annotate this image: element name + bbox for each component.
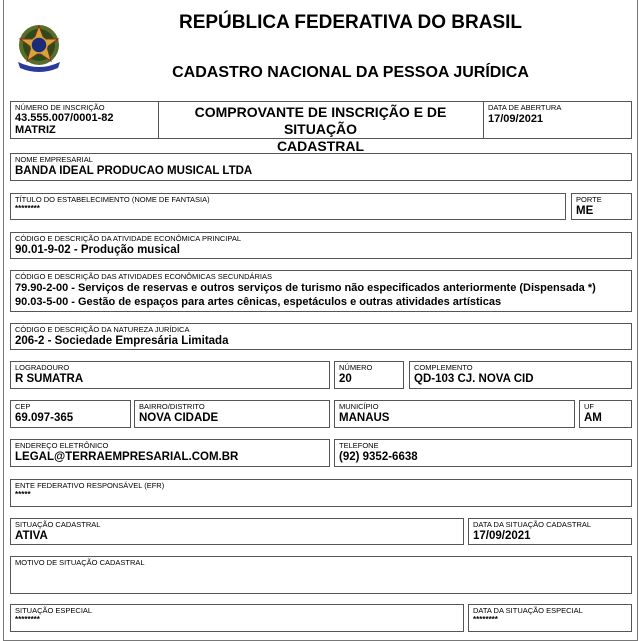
data-situacao-especial-box [468,604,632,632]
label: SITUAÇÃO CADASTRAL [15,520,101,529]
cnpj: 43.555.007/0001-82 [15,112,114,124]
value: QD-103 CJ. NOVA CID [414,373,534,385]
label: UF [584,402,594,411]
value: 17/09/2021 [488,113,544,125]
value: R SUMATRA [15,373,84,385]
label: PORTE [576,195,602,204]
value: 90.01-9-02 - Produção musical [15,244,180,256]
data-situacao-box [468,518,632,545]
bairro-box [134,400,330,428]
value: ME [576,205,594,217]
value: ******** [473,615,498,624]
label: MUNICÍPIO [339,402,379,411]
value: BANDA IDEAL PRODUCAO MUSICAL LTDA [15,165,253,177]
secondary-activity: 79.90-2-00 - Serviços de reservas e outros serviços de turismo não especificados anteriormente (Dispensada *) [15,282,596,294]
value: LEGAL@TERRAEMPRESARIAL.COM.BR [15,451,239,463]
natureza-juridica-box [10,323,632,350]
value: MANAUS [339,412,390,424]
label: COMPLEMENTO [414,363,473,372]
logradouro-box [10,361,330,389]
efr-box [10,479,632,507]
header-subtitle: CADASTRO NACIONAL DA PESSOA JURÍDICA [172,64,529,81]
label: DATA DA SITUAÇÃO ESPECIAL [473,606,583,615]
tipo: MATRIZ [15,124,56,136]
label: NOME EMPRESARIAL [15,155,93,164]
coat-of-arms-icon [14,22,64,74]
label: TELEFONE [339,441,379,450]
label: ENTE FEDERATIVO RESPONSÁVEL (EFR) [15,481,165,490]
value: 69.097-365 [15,412,74,424]
document-title-line2: CADASTRAL [276,138,365,154]
titulo-estabelecimento-box [10,193,566,220]
document-title [158,101,483,154]
motivo-box [10,556,632,594]
label: DATA DE ABERTURA [488,103,562,112]
atividade-principal-box [10,232,632,259]
value: ******** [15,204,40,213]
nome-empresarial-box [10,153,632,181]
value: NOVA CIDADE [139,412,219,424]
situacao-especial-box [10,604,464,632]
value: ATIVA [15,530,48,542]
document-title-line1: COMPROVANTE DE INSCRIÇÃO E DE SITUAÇÃO [194,104,447,137]
label: TÍTULO DO ESTABELECIMENTO (NOME DE FANTASIA) [15,195,210,204]
value: AM [584,412,602,424]
value: 17/09/2021 [473,530,531,542]
label: CÓDIGO E DESCRIÇÃO DA NATUREZA JURÍDICA [15,325,190,334]
value: ***** [15,490,31,499]
telefone-box [334,439,632,467]
header-title: REPÚBLICA FEDERATIVA DO BRASIL [178,12,523,33]
label: CÓDIGO E DESCRIÇÃO DAS ATIVIDADES ECONÔMICAS SECUNDÁRIAS [15,272,272,281]
value: ******** [15,615,40,624]
municipio-box [334,400,575,428]
cep-box [10,400,131,428]
data-abertura-box [483,101,632,139]
label: CÓDIGO E DESCRIÇÃO DA ATIVIDADE ECONÔMICA PRINCIPAL [15,234,242,243]
label: DATA DA SITUAÇÃO CADASTRAL [473,520,592,529]
label: ENDEREÇO ELETRÔNICO [15,441,109,450]
label: CEP [15,402,31,411]
complemento-box [409,361,632,389]
label: MOTIVO DE SITUAÇÃO CADASTRAL [15,558,145,567]
label: LOGRADOURO [15,363,70,372]
email-box [10,439,330,467]
label: NÚMERO DE INSCRIÇÃO [15,103,105,112]
uf-box [579,400,632,428]
situacao-box [10,518,464,545]
label: SITUAÇÃO ESPECIAL [15,606,93,615]
numero-inscricao-box [10,101,159,139]
atividades-secundarias-box [10,270,632,312]
secondary-activity: 90.03-5-00 - Gestão de espaços para artes cênicas, espetáculos e outras atividades artísticas [15,296,502,308]
label: NÚMERO [339,363,373,372]
label: BAIRRO/DISTRITO [139,402,205,411]
value: 206-2 - Sociedade Empresária Limitada [15,335,229,347]
value: (92) 9352-6638 [339,451,418,463]
numero-box [334,361,404,389]
porte-box [571,193,632,220]
value: 20 [339,373,352,385]
